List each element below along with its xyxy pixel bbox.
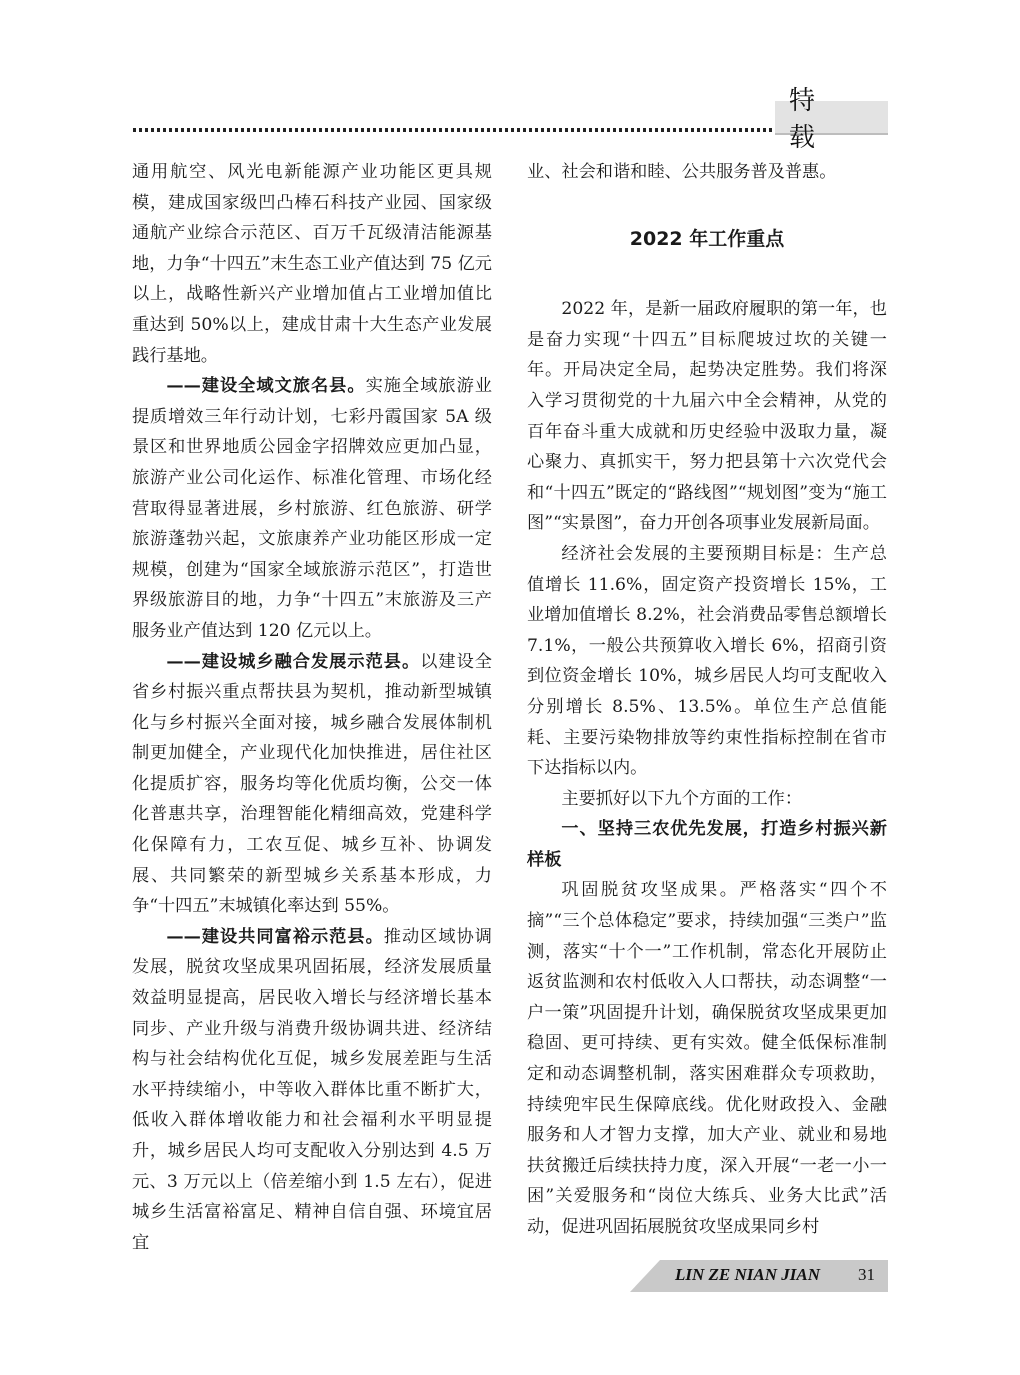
paragraph-lead: ——建设共同富裕示范县。 [166, 926, 384, 947]
paragraph-lead: 巩固脱贫攻坚成果。 [561, 880, 740, 901]
paragraph-lead: ——建设城乡融合发展示范县。 [166, 651, 421, 672]
paragraph-lead: ——建设全域文旅名县。 [166, 376, 366, 397]
page-number: 31 [858, 1265, 875, 1284]
paragraph-body: 推动区域协调发展，脱贫攻坚成果巩固拓展，经济发展质量效益明显提高，居民收入增长与经济增长基本同步、产业升级与消费升级协调共进、经济结构与社会结构优化互促，城乡发展差距与生活水平持续缩小，中等收入群体比重不断扩大，低收入群体增收能力和社会福利水平明显提升，城乡居民人均可支配收入分别达到 4.5 万元、3 万元以上（倍差缩小到 1.5 左右），促进城乡生活富裕富足、精神自信自强、环境宜居宜 [132, 926, 492, 1253]
paragraph [132, 647, 492, 922]
paragraph-body: 以建设全省乡村振兴重点帮扶县为契机，推动新型城镇化与乡村振兴全面对接，城乡融合发展体制机制更加健全，产业现代化加快推进，居住社区化提质扩容，服务均等化优质均衡，公交一体化普惠共享，治理智能化精细高效，党建科学化保障有力，工农互促、城乡互补、协调发展、共同繁荣的新型城乡关系基本形成，力争“十四五”末城镇化率达到 55%。 [132, 651, 492, 917]
paragraph-body: 实施全域旅游业提质增效三年行动计划，七彩丹霞国家 5A 级景区和世界地质公园金字招牌效应更加凸显，旅游产业公司化运作、标准化管理、市场化经营取得显著进展，乡村旅游、红色旅游、研学旅游蓬勃兴起，文旅康养产业功能区形成一定规模，创建为“国家全域旅游示范区”，打造世界级旅游目的地，力争“十四五”末旅游及三产服务业产值达到 120 亿元以上。 [132, 376, 492, 641]
paragraph [527, 875, 887, 1242]
paragraph: 2022 年，是新一届政府履职的第一年，也是奋力实现“十四五”目标爬坡过坎的关键一年。开局决定全局，起势决定胜势。我们将深入学习贯彻党的十九届六中全会精神，从党的百年奋斗重大成就和历史经验中汲取力量，凝心聚力、真抓实干，努力把县第十六次党代会和“十四五”既定的“路线图”“规划图”变为“施工图”“实景图”，奋力开创各项事业发展新局面。 [527, 299, 887, 534]
section-title: 2022 年工作重点 [629, 227, 785, 250]
journal-name: LIN ZE NIAN JIAN [675, 1265, 820, 1284]
paragraph: 经济社会发展的主要预期目标是：生产总值增长 11.6%，固定资产投资增长 15%，工业增加值增长 8.2%，社会消费品零售总额增长 7.1%，一般公共预算收入增长 6%，招商引资到位资金增长 10%，城乡居民人均可支配收入分别增长 8.5%、13.5%。单位生产总值能耗、主要污染物排放等约束性指标控制在省市下达指标以内。 [527, 543, 887, 779]
paragraph-body: 严格落实“四个不摘”“三个总体稳定”要求，持续加强“三类户”监测，落实“十个一”工作机制，常态化开展防止返贫监测和农村低收入人口帮扶，动态调整“一户一策”巩固提升计划，确保脱贫攻坚成果更加稳固、更可持续、更有实效。健全低保标准制定和动态调整机制，落实困难群众专项救助，持续兜牢民生保障底线。优化财政投入、金融服务和人才智力支撑，加大产业、就业和易地扶贫搬迁后续扶持力度，深入开展“一老一小一困”关爱服务和“岗位大练兵、业务大比武”活动，促进巩固拓展脱贫攻坚成果同乡村 [527, 880, 887, 1237]
section-tag: 特 载 [775, 101, 888, 135]
left-column [132, 157, 492, 1258]
paragraph: 主要抓好以下九个方面的工作： [561, 788, 803, 809]
paragraph: 业、社会和谐和睦、公共服务普及普惠。 [527, 162, 837, 182]
paragraph [132, 371, 492, 646]
paragraph [132, 922, 492, 1259]
header-dotted-rule [133, 126, 775, 134]
subheading: 一、坚持三农优先发展，打造乡村振兴新样板 [527, 819, 887, 870]
right-column [527, 157, 887, 1243]
paragraph: 通用航空、风光电新能源产业功能区更具规模，建成国家级凹凸棒石科技产业园、国家级通航产业综合示范区、百万千瓦级清洁能源基地，力争“十四五”末生态工业产值达到 75 亿元以上，战略性新兴产业增加值占工业增加值比重达到 50%以上，建成甘肃十大生态产业发展践行基地。 [132, 162, 492, 366]
